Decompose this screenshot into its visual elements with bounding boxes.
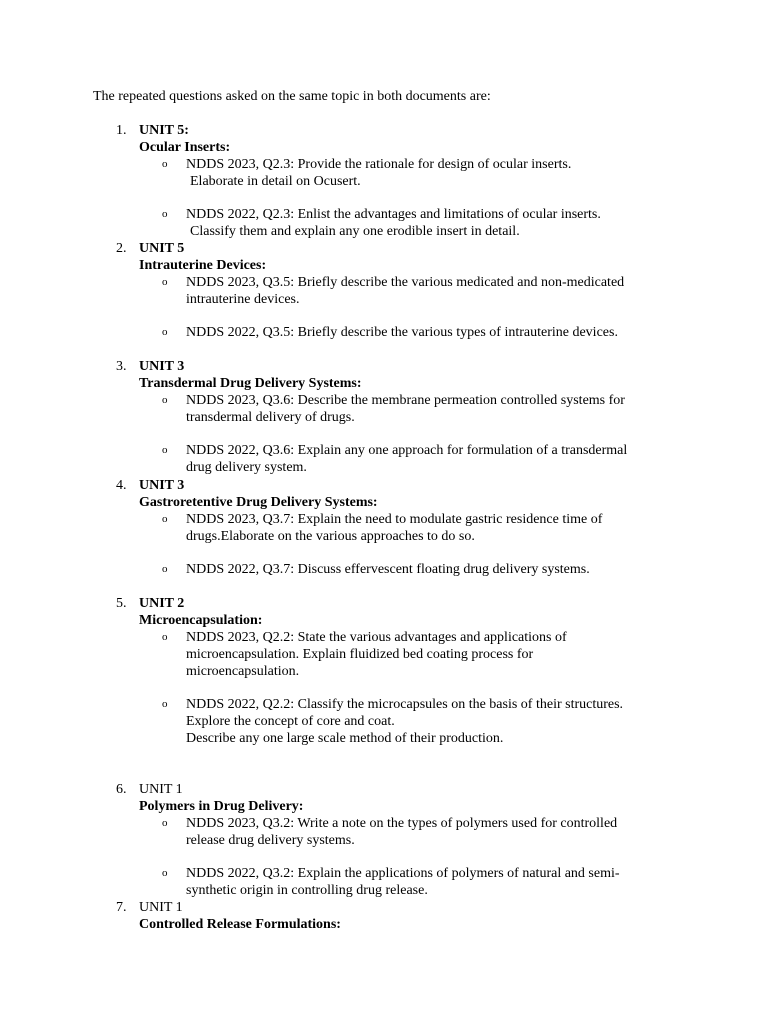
list-item-number: 5.: [116, 596, 127, 611]
topic-heading: Polymers in Drug Delivery:: [139, 799, 304, 814]
bullet-marker: o: [162, 276, 168, 288]
bullet-marker: o: [162, 513, 168, 525]
question-text: [186, 815, 686, 849]
list-item-number: 4.: [116, 478, 127, 493]
question-text: [186, 629, 686, 680]
question-text-line: microencapsulation. Explain fluidized bed coating process for: [186, 647, 534, 662]
unit-label: UNIT 3: [139, 478, 185, 493]
question-text-line: NDDS 2023, Q2.2: State the various advantages and applications of: [186, 630, 567, 645]
unit-label: UNIT 1: [139, 782, 183, 797]
question-text-line: microencapsulation.: [186, 664, 300, 679]
list-item-number: 7.: [116, 900, 127, 915]
question-text: [186, 156, 686, 190]
question-text-line: NDDS 2022, Q3.5: Briefly describe the various types of intrauterine devices.: [186, 325, 618, 340]
bullet-marker: o: [162, 563, 168, 575]
unit-label: UNIT 5:: [139, 123, 189, 138]
bullet-marker: o: [162, 867, 168, 879]
question-text-line: Describe any one large scale method of their production.: [186, 731, 504, 746]
question-text-line: NDDS 2023, Q3.7: Explain the need to modulate gastric residence time of: [186, 512, 603, 527]
bullet-marker: o: [162, 326, 168, 338]
question-text-line: NDDS 2022, Q2.3: Enlist the advantages and limitations of ocular inserts.: [186, 207, 601, 222]
question-text-line: intrauterine devices.: [186, 292, 300, 307]
question-text: [186, 392, 686, 426]
unit-label: UNIT 3: [139, 359, 185, 374]
unit-label: UNIT 1: [139, 900, 183, 915]
list-item-number: 3.: [116, 359, 127, 374]
bullet-marker: o: [162, 698, 168, 710]
question-text: [186, 561, 686, 578]
question-text-line: NDDS 2022, Q2.2: Classify the microcapsules on the basis of their structures.: [186, 697, 624, 712]
question-text: [186, 274, 686, 308]
question-text: [186, 696, 686, 747]
question-text-line: Explore the concept of core and coat.: [186, 714, 395, 729]
question-text-line: drugs.Elaborate on the various approaches to do so.: [186, 529, 475, 544]
bullet-marker: o: [162, 817, 168, 829]
question-text-line: NDDS 2023, Q3.5: Briefly describe the various medicated and non-medicated: [186, 275, 625, 290]
question-text-line: drug delivery system.: [186, 460, 307, 475]
question-text-line: Elaborate in detail on Ocusert.: [190, 174, 361, 189]
question-text-line: Classify them and explain any one erodible insert in detail.: [190, 224, 520, 239]
topic-heading: Intrauterine Devices:: [139, 258, 267, 273]
question-text: [186, 865, 686, 899]
unit-label: UNIT 5: [139, 241, 185, 256]
bullet-marker: o: [162, 208, 168, 220]
topic-heading: Transdermal Drug Delivery Systems:: [139, 376, 362, 391]
topic-heading: Controlled Release Formulations:: [139, 917, 341, 932]
intro-text: The repeated questions asked on the same topic in both documents are:: [93, 89, 491, 104]
question-text: [186, 442, 686, 476]
list-item-number: 1.: [116, 123, 127, 138]
question-text-line: NDDS 2023, Q2.3: Provide the rationale for design of ocular inserts.: [186, 157, 572, 172]
question-text-line: synthetic origin in controlling drug release.: [186, 883, 428, 898]
bullet-marker: o: [162, 444, 168, 456]
question-text-line: NDDS 2023, Q3.6: Describe the membrane permeation controlled systems for: [186, 393, 625, 408]
topic-heading: Microencapsulation:: [139, 613, 263, 628]
question-text: [186, 206, 686, 240]
question-text: [186, 511, 686, 545]
question-text: [186, 324, 686, 341]
question-text-line: NDDS 2022, Q3.7: Discuss effervescent floating drug delivery systems.: [186, 562, 590, 577]
question-text-line: NDDS 2023, Q3.2: Write a note on the types of polymers used for controlled: [186, 816, 618, 831]
bullet-marker: o: [162, 631, 168, 643]
bullet-marker: o: [162, 394, 168, 406]
bullet-marker: o: [162, 158, 168, 170]
question-text-line: NDDS 2022, Q3.6: Explain any one approach for formulation of a transdermal: [186, 443, 628, 458]
topic-heading: Gastroretentive Drug Delivery Systems:: [139, 495, 378, 510]
list-item-number: 6.: [116, 782, 127, 797]
question-text-line: transdermal delivery of drugs.: [186, 410, 355, 425]
question-text-line: NDDS 2022, Q3.2: Explain the applications of polymers of natural and semi-: [186, 866, 620, 881]
list-item-number: 2.: [116, 241, 127, 256]
topic-heading: Ocular Inserts:: [139, 140, 231, 155]
question-text-line: release drug delivery systems.: [186, 833, 355, 848]
unit-label: UNIT 2: [139, 596, 185, 611]
